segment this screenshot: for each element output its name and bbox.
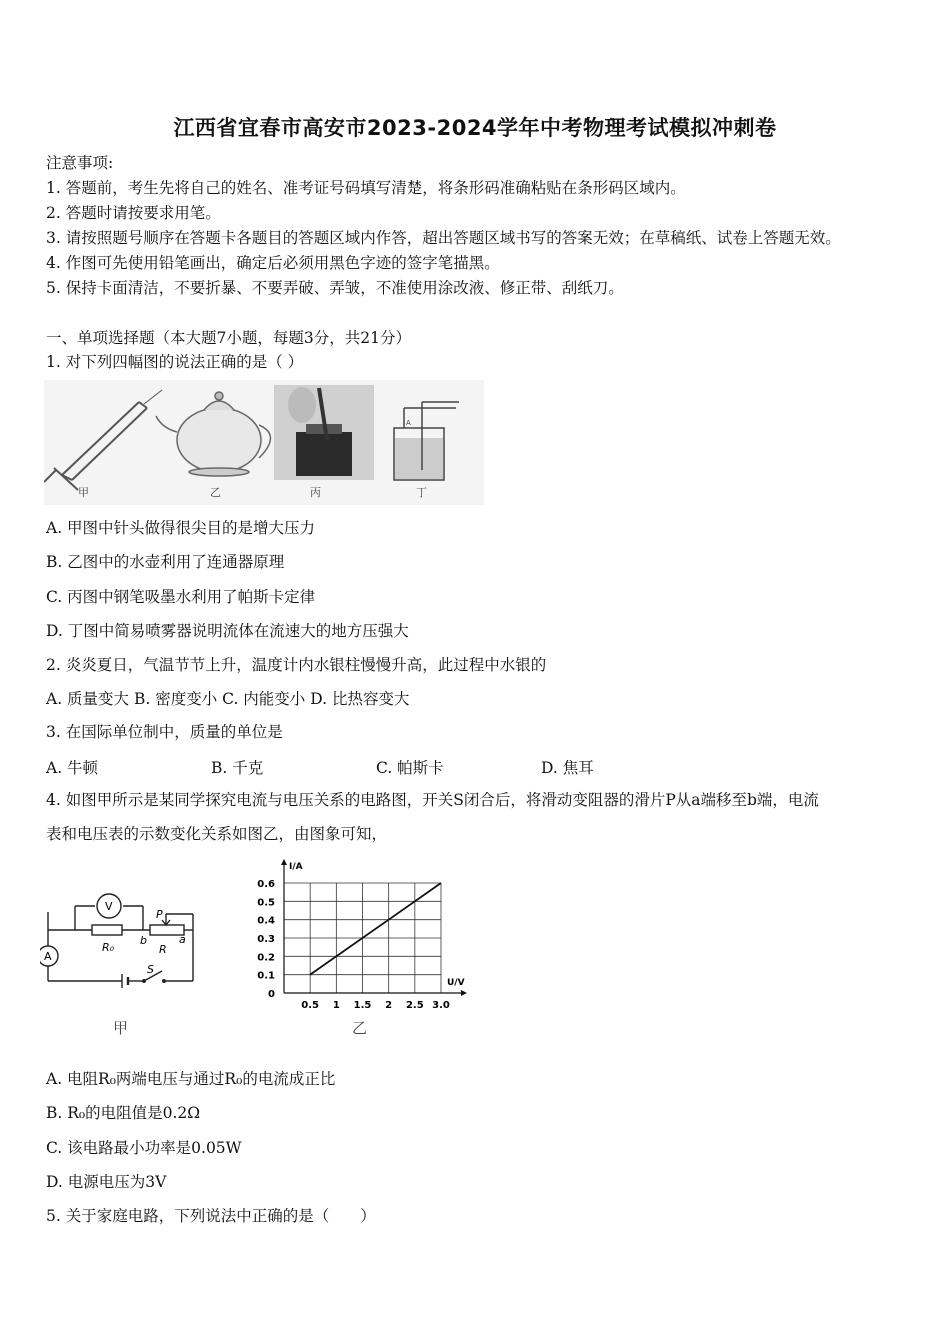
- switch-label: S: [147, 963, 154, 976]
- ammeter-label: A: [44, 950, 52, 963]
- question-4-stem-cont: 表和电压表的示数变化关系如图乙，由图象可知，: [46, 825, 388, 843]
- figure-label-jia: 甲: [78, 486, 89, 499]
- question-5-stem: 5. 关于家庭电路，下列说法中正确的是（ ）: [46, 1207, 376, 1225]
- notice-item: 1. 答题前，考生先将自己的姓名、准考证号码填写清楚，将条形码准确粘贴在条形码区域内。: [46, 179, 686, 197]
- y-tick-label: 0.1: [257, 970, 275, 982]
- question-1-stem: 1. 对下列四幅图的说法正确的是（ ）: [46, 353, 304, 371]
- chart-caption: 乙: [352, 1019, 368, 1037]
- q4-option-c: C. 该电路最小功率是0.05W: [46, 1139, 242, 1157]
- x-axis-arrow: [461, 990, 467, 996]
- x-tick-label: 1.5: [353, 1000, 372, 1011]
- figure-label-bing: 丙: [310, 486, 321, 499]
- x-tick-label: 2: [385, 1000, 393, 1011]
- figure-label-ding: 丁: [416, 486, 427, 499]
- x-tick-label: 0.5: [301, 1000, 320, 1011]
- notice-item: 2. 答题时请按要求用笔。: [46, 204, 221, 222]
- voltmeter-label: V: [105, 900, 113, 913]
- q1-option-b: B. 乙图中的水壶利用了连通器原理: [46, 553, 285, 571]
- notice-heading: 注意事项:: [46, 154, 114, 172]
- question-3-stem: 3. 在国际单位制中，质量的单位是: [46, 723, 283, 741]
- svg-text:A: A: [406, 419, 411, 427]
- slider-p-label: P: [156, 908, 163, 921]
- q3-option-b: B. 千克: [211, 759, 264, 777]
- q4-option-b: B. R₀的电阻值是0.2Ω: [46, 1104, 201, 1122]
- y-tick-label: 0.4: [257, 915, 275, 927]
- x-axis-label: U/V: [447, 978, 465, 988]
- question-2-stem: 2. 炎炎夏日，气温节节上升，温度计内水银柱慢慢升高，此过程中水银的: [46, 656, 547, 674]
- iv-chart: [250, 858, 470, 1018]
- rheostat-label: R: [159, 943, 167, 956]
- circuit-diagram: [40, 888, 205, 993]
- notice-item: 4. 作图可先使用铅笔画出，确定后必须用黑色字迹的签字笔描黑。: [46, 254, 500, 272]
- page-title: 江西省宜春市高安市2023-2024学年中考物理考试模拟冲刺卷: [173, 116, 777, 140]
- q3-option-a: A. 牛顿: [46, 759, 99, 777]
- end-b-label: b: [140, 934, 147, 947]
- series-line: [310, 883, 441, 975]
- end-a-label: a: [179, 933, 186, 946]
- q1-option-d: D. 丁图中简易喷雾器说明流体在流速大的地方压强大: [46, 622, 409, 640]
- y-tick-label: 0: [268, 989, 275, 1000]
- q3-option-d: D. 焦耳: [541, 759, 594, 777]
- x-tick-label: 1: [332, 1000, 340, 1011]
- figure-label-yi: 乙: [210, 486, 221, 499]
- y-tick-label: 0.6: [257, 879, 275, 890]
- q1-option-c: C. 丙图中钢笔吸墨水利用了帕斯卡定律: [46, 588, 316, 606]
- y-tick-label: 0.3: [257, 934, 275, 945]
- q1-option-a: A. 甲图中针头做得很尖目的是增大压力: [46, 519, 316, 537]
- circuit-caption: 甲: [113, 1019, 129, 1037]
- question-4-stem: 4. 如图甲所示是某同学探究电流与电压关系的电路图，开关S闭合后，将滑动变阻器的滑片P从a端移至b端，电流: [46, 791, 819, 809]
- y-tick-label: 0.5: [257, 897, 275, 909]
- q4-option-d: D. 电源电压为3V: [46, 1173, 167, 1191]
- y-axis-arrow: [281, 859, 287, 865]
- section-heading: 一、单项选择题（本大题7小题，每题3分，共21分）: [46, 329, 411, 347]
- y-tick-label: 0.2: [257, 952, 275, 964]
- q4-option-a: A. 电阻R₀两端电压与通过R₀的电流成正比: [46, 1070, 336, 1088]
- q2-options: A. 质量变大 B. 密度变小 C. 内能变小 D. 比热容变大: [46, 690, 410, 708]
- notice-item: 5. 保持卡面清洁，不要折暴、不要弄破、弄皱，不准使用涂改液、修正带、刮纸刀。: [46, 279, 624, 297]
- x-tick-label: 3.0: [432, 1000, 450, 1011]
- x-tick-label: 2.5: [405, 1000, 424, 1011]
- q3-option-c: C. 帕斯卡: [376, 759, 444, 777]
- r0-label: R₀: [102, 941, 115, 954]
- q3-options: [46, 756, 594, 778]
- ink-bottle-drawing: [274, 385, 374, 480]
- y-axis-label: I/A: [289, 862, 303, 872]
- notice-item: 3. 请按照题号顺序在答题卡各题目的答题区域内作答，超出答题区域书写的答案无效；在草稿纸、试卷上答题无效。: [46, 229, 841, 247]
